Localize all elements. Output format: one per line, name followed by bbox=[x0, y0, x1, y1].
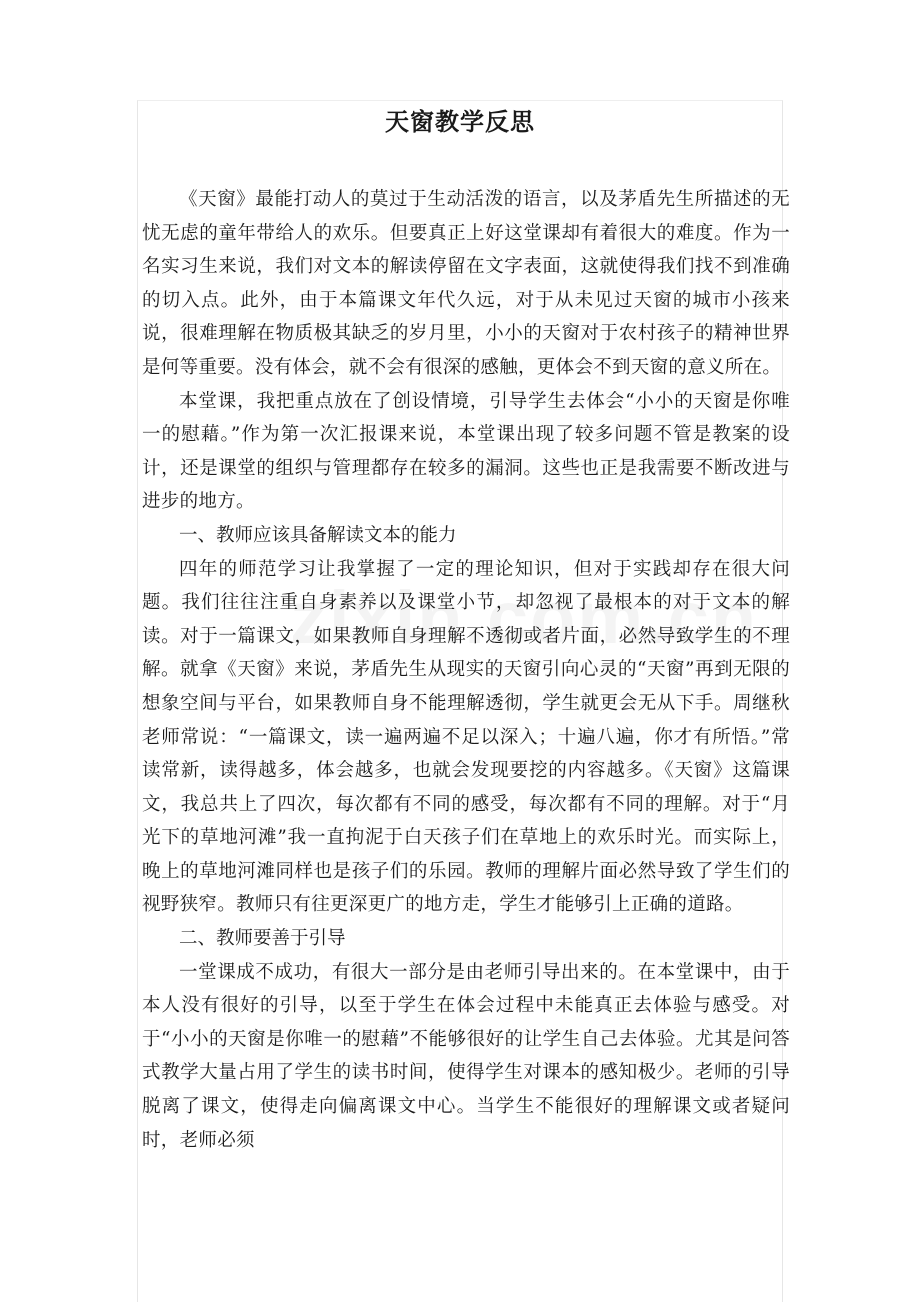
document-body bbox=[142, 183, 790, 1157]
section-text-2: 一堂课成不成功，有很大一部分是由老师引导出来的。在本堂课中，由于本人没有很好的引导，以至于学生在体会过程中未能真正去体验与感受。对于“小小的天窗是你唯一的慰藉”不能够很好的让学生自己去体验。尤其是问答式教学大量占用了学生的读书时间，使得学生对课本的感知极少。老师的引导脱离了课文，使得走向偏离课文中心。当学生不能很好的理解课文或者疑问时，老师必须 bbox=[142, 961, 790, 1151]
section-text-1: 四年的师范学习让我掌握了一定的理论知识，但对于实践却存在很大问题。我们往往注重自身素养以及课堂小节，却忽视了最根本的对于文本的解读。对于一篇课文，如果教师自身理解不透彻或者片面，必然导致学生的不理解。就拿《天窗》来说，茅盾先生从现实的天窗引向心灵的“天窗”再到无限的想象空间与平台，如果教师自身不能理解透彻，学生就更会无从下手。周继秋老师常说：“一篇课文，读一遍两遍不足以深入；十遍八遍，你才有所悟。”常读常新，读得越多，体会越多，也就会发现要挖的内容越多。《天窗》这篇课文，我总共上了四次，每次都有不同的感受，每次都有不同的理解。对于“月光下的草地河滩”我一直拘泥于白天孩子们在草地上的欢乐时光。而实际上，晚上的草地河滩同样也是孩子们的乐园。教师的理解片面必然导致了学生们的视野狭窄。教师只有往更深更广的地方走，学生才能够引上正确的道路。 bbox=[142, 558, 790, 916]
document-page bbox=[137, 100, 790, 1302]
paragraph-focus: 本堂课，我把重点放在了创设情境，引导学生去体会“小小的天窗是你唯一的慰藉。”作为第一次汇报课来说，本堂课出现了较多问题不管是教案的设计，还是课堂的组织与管理都存在较多的漏洞。这些也正是我需要不断改进与进步的地方。 bbox=[142, 390, 790, 513]
section-heading-2: 二、教师要善于引导 bbox=[179, 928, 346, 950]
paragraph-intro: 《天窗》最能打动人的莫过于生动活泼的语言，以及茅盾先生所描述的无忧无虑的童年带给人的欢乐。但要真正上好这堂课却有着很大的难度。作为一名实习生来说，我们对文本的解读停留在文字表面，这就使得我们找不到准确的切入点。此外，由于本篇课文年代久远，对于从未见过天窗的城市小孩来说，很难理解在物质极其缺乏的岁月里，小小的天窗对于农村孩子的精神世界是何等重要。没有体会，就不会有很深的感触，更体会不到天窗的意义所在。 bbox=[142, 189, 790, 378]
section-heading-1: 一、教师应该具备解读文本的能力 bbox=[179, 524, 457, 546]
document-title: 天窗教学反思 bbox=[385, 107, 535, 136]
